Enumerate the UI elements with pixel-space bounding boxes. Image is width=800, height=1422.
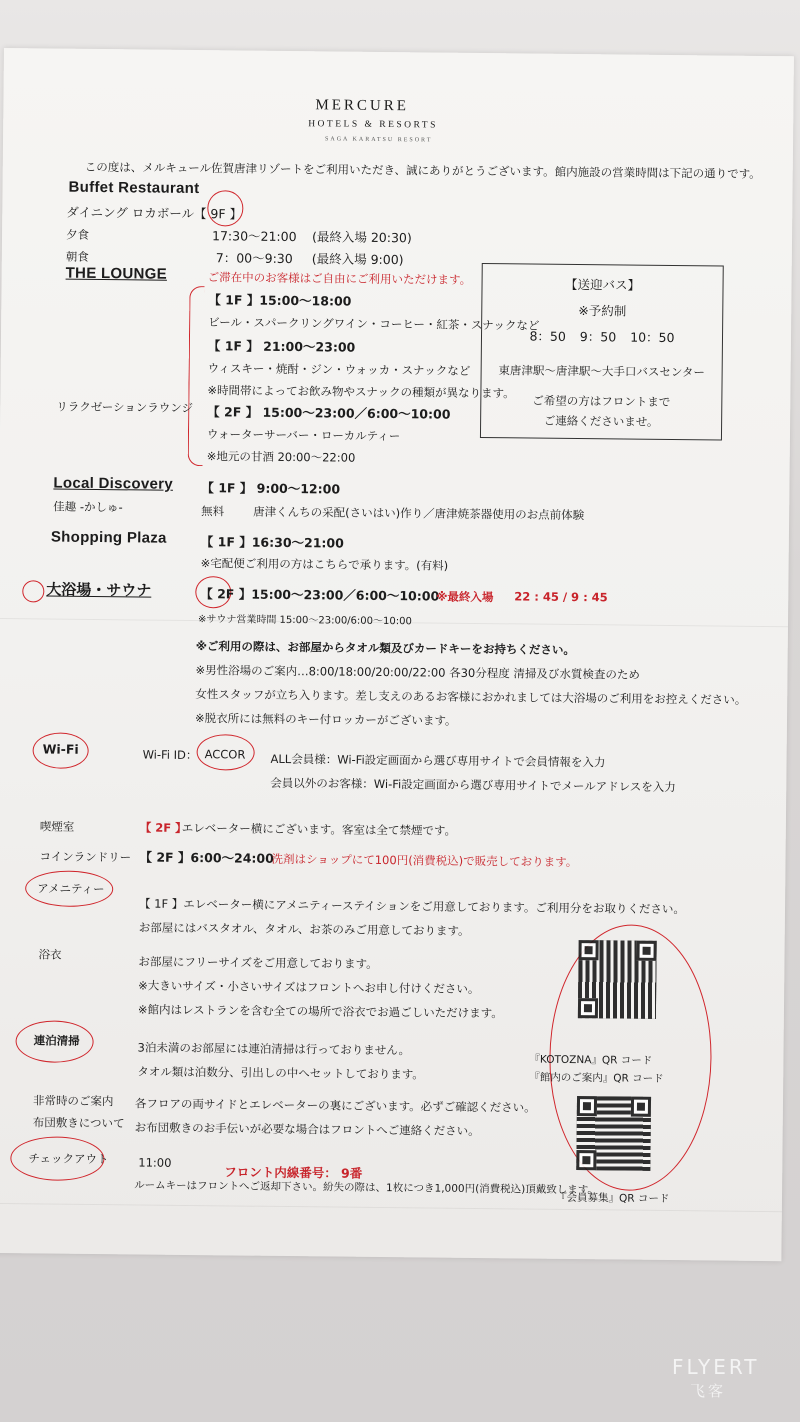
- sauna-hours: ※サウナ営業時間 15:00〜23:00/6:00〜10:00: [197, 614, 412, 628]
- lounge-slot1-items: ビール・スパークリングワイン・コーヒー・紅茶・スナックなど: [208, 315, 540, 333]
- laundry-time: 【 2F 】6:00〜24:00: [139, 849, 274, 866]
- breakfast-time: 7：00〜9:30: [215, 250, 293, 267]
- intro-text: この度は、メルキュール佐賀唐津リゾートをご利用いただき、誠にありがとうございます。館内施設の営業時間は下記の通りです。: [84, 159, 761, 181]
- lounge-note: ご滞在中のお客様はご自由にご利用いただけます。: [207, 270, 472, 287]
- bath-note2: ※男性浴場のご案内…8:00/18:00/20:00/22:00 各30分程度 清掃及び水質検査のため: [195, 663, 640, 682]
- lounge-slot2-time: 【 1F 】 21:00〜23:00: [207, 338, 356, 355]
- amenity-line1: 【 1F 】エレベーター横にアメニティーステイションをご用意しております。ご利用分をお取りください。: [138, 896, 685, 917]
- dinner-last-entry: (最終入場 20:30): [311, 229, 412, 246]
- hotel-info-sheet: [0, 48, 794, 1261]
- lounge-title: THE LOUNGE: [65, 264, 168, 283]
- highlight-circle: [22, 580, 44, 602]
- breakfast-last-entry: (最終入場 9:00): [311, 251, 404, 268]
- lounge-slot3-note: ※地元の甘酒 20:00〜22:00: [206, 449, 356, 465]
- qr-finder: [631, 1097, 651, 1117]
- shopping-note: ※宅配便ご利用の方はこちらで承ります。(有料): [200, 556, 449, 573]
- wifi-nonmembers: 会員以外のお客様：Wi-Fi設定画面から選び専用サイトでメールアドレスを入力: [270, 775, 676, 795]
- bath-note1: ※ご利用の際は、お部屋からタオル類及びカードキーをお持ちください。: [195, 639, 575, 658]
- cleaning-line2: タオル類は泊数分、引出しの中へセットしております。: [137, 1064, 424, 1082]
- bath-last-label: ※最終入場: [436, 589, 494, 605]
- emergency-text: 各フロアの両サイドとエレベーターの裏にございます。必ずご確認ください。: [134, 1096, 536, 1115]
- dinner-time: 17:30〜21:00: [211, 228, 297, 245]
- yukata-line2: ※大きいサイズ・小さいサイズはフロントへお申し付けください。: [138, 978, 480, 997]
- wifi-id-label: Wi-Fi ID：: [142, 747, 198, 763]
- brand-logo: MERCURE: [315, 97, 410, 115]
- highlight-circle: [207, 190, 243, 226]
- shopping-title: Shopping Plaza: [50, 528, 167, 547]
- buffet-venue: ダイニング ロカボール【 9F 】: [66, 204, 243, 222]
- qr-finder: [578, 998, 598, 1018]
- bath-time: 【 2F 】15:00〜23:00／6:00〜10:00: [200, 586, 440, 604]
- shuttle-bus-box: [480, 263, 724, 441]
- checkout-text: ルームキーはフロントへご返却下さい。紛失の際は、1枚につき1,000円(消費税込)頂戴致します。: [134, 1179, 599, 1197]
- wifi-id-value: ACCOR: [204, 747, 246, 762]
- shuttle-reserve: ※予約制: [578, 303, 627, 319]
- qr-label-kotozna: 『KOTOZNA』QR コード: [529, 1053, 653, 1067]
- shopping-time: 【 1F 】16:30〜21:00: [200, 534, 344, 551]
- lounge-bracket: [188, 286, 205, 466]
- local-time: 【 1F 】 9:00〜12:00: [201, 480, 341, 497]
- laundry-label: コインランドリー: [39, 849, 132, 865]
- local-desc: 唐津くんちの采配(さいはい)作り／唐津焼茶器使用のお点前体験: [253, 504, 585, 523]
- yukata-line1: お部屋にフリーサイズをご用意しております。: [138, 954, 378, 971]
- lounge-slot2-note: ※時間帯によってお飲み物やスナックの種類が異なります。: [207, 383, 515, 401]
- amenity-label: アメニティー: [37, 881, 105, 897]
- brand-sub: HOTELS & RESORTS: [308, 119, 438, 131]
- yukata-line3: ※館内はレストランを含む全ての場所で浴衣でお過ごしいただけます。: [137, 1002, 503, 1021]
- smoking-label: 喫煙室: [39, 819, 75, 834]
- qr-finder: [576, 1150, 596, 1170]
- buffet-title: Buffet Restaurant: [68, 178, 200, 198]
- shuttle-note1: ご希望の方はフロントまで: [532, 393, 671, 409]
- amenity-line2: お部屋にはバスタオル、タオル、お茶のみご用意しております。: [138, 920, 470, 938]
- qr-finder: [636, 941, 656, 961]
- lounge-slot3-items: ウォーターサーバー・ローカルティー: [206, 427, 401, 444]
- checkout-time: 11:00: [138, 1155, 172, 1170]
- front-extension: フロント内線番号： 9番: [224, 1164, 363, 1181]
- shuttle-note2: ご連絡くださいませ。: [543, 413, 659, 429]
- wifi-members: ALL会員様：Wi-Fi設定画面から選び専用サイトで会員情報を入力: [270, 751, 606, 770]
- shuttle-route: 東唐津駅〜唐津駅〜大手口バスセンター: [498, 363, 705, 380]
- shuttle-times: 8：50 9：50 10：50: [529, 328, 675, 346]
- qr-label-membership: 『会員募集』QR コード: [555, 1191, 670, 1206]
- bath-note4: ※脱衣所には無料のキー付ロッカーがございます。: [194, 711, 457, 728]
- qr-code-membership[interactable]: [576, 1096, 651, 1171]
- emergency-label: 非常時のご案内: [32, 1093, 114, 1109]
- checkout-label: チェックアウト: [28, 1151, 109, 1167]
- qr-finder: [577, 1096, 597, 1116]
- lounge-slot2-items: ウィスキー・焼酎・ジン・ウォッカ・スナックなど: [207, 361, 471, 378]
- lounge-label: リラクゼーションラウンジ: [56, 399, 194, 415]
- wifi-label: Wi-Fi: [42, 741, 79, 757]
- cleaning-line1: 3泊未満のお部屋には連泊清掃は行っておりません。: [137, 1040, 411, 1058]
- watermark-sub: 飞客: [690, 1382, 727, 1400]
- lounge-slot3-time: 【 2F 】 15:00〜23:00／6:00〜10:00: [207, 404, 451, 422]
- bath-title: 大浴場・サウナ: [46, 580, 152, 600]
- local-fee: 無料: [201, 504, 225, 519]
- shuttle-title: 【送迎バス】: [564, 276, 641, 293]
- bath-last-time: 22 : 45 / 9 : 45: [514, 589, 608, 605]
- smoking-text: エレベーター横にございます。客室は全て禁煙です。: [181, 820, 457, 838]
- futon-label: 布団敷きについて: [32, 1115, 125, 1131]
- futon-text: お布団敷きのお手伝いが必要な場合はフロントへご連絡ください。: [134, 1120, 480, 1139]
- local-sub: 佳趣 -かしゅ-: [53, 499, 123, 515]
- qr-code-kotozna[interactable]: [578, 940, 657, 1019]
- brand-location: SAGA KARATSU RESORT: [325, 136, 433, 144]
- qr-label-guide: 『館内のご案内』QR コード: [529, 1071, 664, 1085]
- yukata-label: 浴衣: [38, 947, 62, 962]
- lounge-slot1-time: 【 1F 】15:00〜18:00: [208, 292, 352, 309]
- smoking-floor: 【 2F 】: [139, 820, 187, 835]
- qr-finder: [578, 940, 598, 960]
- local-title: Local Discovery: [53, 474, 174, 493]
- watermark: FLYERT: [672, 1355, 760, 1379]
- bath-note3: 女性スタッフが立ち入ります。差し支えのあるお客様におかれましては大浴場のご利用をお控えください。: [195, 687, 747, 707]
- dinner-label: 夕食: [65, 227, 90, 242]
- laundry-note: 洗剤はショップにて100円(消費税込)で販売しております。: [271, 851, 578, 870]
- breakfast-label: 朝食: [65, 249, 89, 264]
- cleaning-label: 連泊清掃: [33, 1033, 80, 1048]
